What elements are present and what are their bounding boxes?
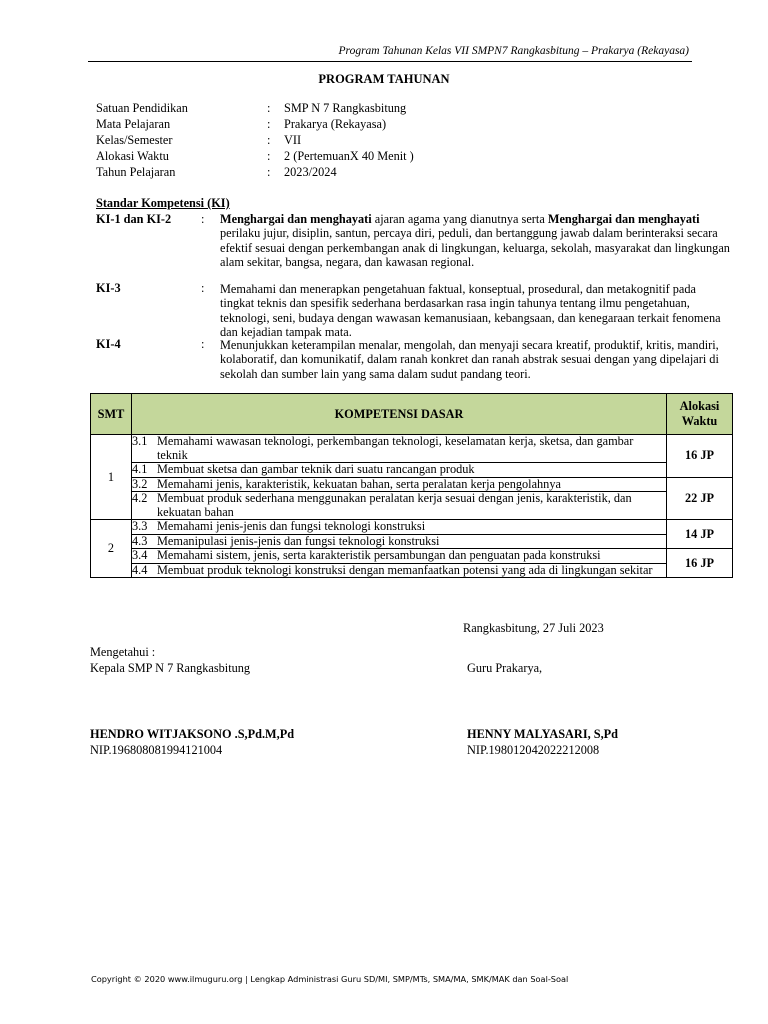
ki-label: KI-3 — [96, 281, 121, 295]
kd-cell — [132, 435, 667, 463]
identity-colon: : — [267, 133, 271, 147]
column-header-alokasi: Alokasi Waktu — [667, 394, 733, 435]
place-date: Rangkasbitung, 27 Juli 2023 — [463, 621, 604, 635]
principal-nip: NIP.196808081994121004 — [90, 743, 223, 757]
principal-role: Kepala SMP N 7 Rangkasbitung — [90, 661, 251, 675]
alokasi-cell: 14 JP — [667, 520, 733, 549]
identity-colon: : — [267, 149, 271, 163]
document-title: PROGRAM TAHUNAN — [318, 72, 450, 86]
ki-colon: : — [201, 281, 205, 295]
identity-label: Tahun Pelajaran — [96, 165, 176, 179]
ki-emphasis: Menghargai dan menghayati — [547, 212, 700, 226]
kd-description: Memahami jenis, karakteristik, kekuatan bahan, serta peralatan kerja pengolahnya — [157, 476, 561, 491]
table-row — [91, 435, 733, 463]
teacher-nip: NIP.198012042022212008 — [467, 743, 600, 757]
ki-text — [220, 212, 732, 269]
kd-number: 4.4 — [132, 562, 148, 577]
teacher-role: Guru Prakarya, — [467, 661, 543, 675]
kompetensi-dasar-table — [90, 393, 733, 578]
kd-number: 4.1 — [132, 462, 148, 476]
semester-cell: 2 — [91, 520, 132, 578]
kd-cell — [132, 563, 667, 578]
kd-number: 3.3 — [132, 519, 148, 533]
table-row — [91, 477, 733, 492]
semester-cell: 1 — [91, 435, 132, 520]
column-header-kompetensi: KOMPETENSI DASAR — [132, 394, 667, 435]
ki-colon: : — [201, 212, 205, 226]
identity-label: Alokasi Waktu — [96, 149, 169, 163]
kd-number: 3.4 — [132, 548, 148, 562]
kd-cell — [132, 477, 667, 492]
ki-text: Memahami dan menerapkan pengetahuan faktual, konseptual, prosedural, dan metakognitif pada tingkat teknis dan spesifik sederhana berdasarkan rasa ingin tahunya tentang ilmu pengetahuan, teknologi, seni, budaya dengan wawasan kemanusiaan, kebangsaan, dan kenegaraan terkait fenomena dan kejadian tampak mata. — [220, 282, 721, 339]
alokasi-cell: 16 JP — [667, 549, 733, 578]
table-row — [91, 549, 733, 564]
ki-label: KI-4 — [96, 337, 121, 351]
column-header-smt: SMT — [91, 394, 132, 435]
kd-number: 4.2 — [132, 491, 148, 505]
kd-description: Memanipulasi jenis-jenis dan fungsi teknologi konstruksi — [157, 533, 440, 548]
identity-value: 2 (PertemuanX 40 Menit ) — [284, 149, 414, 163]
copyright-footer: Copyright © 2020 www.ilmuguru.org | Lengkap Administrasi Guru SD/MI, SMP/MTs, SMA/MA, SMK/MAK dan Soal-Soal — [91, 974, 569, 984]
kd-description: Membuat produk sederhana menggunakan peralatan kerja sesuai dengan jenis, karakteristik, dan kekuatan bahan — [157, 491, 632, 519]
ki-text-part: ajaran agama yang dianutnya serta — [371, 212, 548, 226]
kd-cell — [132, 520, 667, 535]
identity-value: VII — [284, 133, 302, 147]
identity-value: SMP N 7 Rangkasbitung — [284, 101, 407, 115]
running-header: Program Tahunan Kelas VII SMPN7 Rangkasbitung – Prakarya (Rekayasa) — [338, 45, 689, 57]
identity-label: Satuan Pendidikan — [96, 101, 188, 115]
kd-description: Memahami wawasan teknologi, perkembangan teknologi, keselamatan kerja, sketsa, dan gambar teknik — [157, 434, 634, 462]
identity-colon: : — [267, 117, 271, 131]
kd-number: 4.3 — [132, 533, 148, 548]
kd-cell — [132, 534, 667, 549]
table-row — [91, 563, 733, 578]
ki-label: KI-1 dan KI-2 — [96, 212, 172, 226]
kd-description: Membuat sketsa dan gambar teknik dari suatu rancangan produk — [157, 462, 475, 476]
kd-description: Membuat produk teknologi konstruksi dengan memanfaatkan potensi yang ada di lingkungan sekitar — [157, 562, 653, 577]
principal-name: HENDRO WITJAKSONO .S,Pd.M,Pd — [90, 727, 295, 741]
kd-cell — [132, 492, 667, 520]
table-row — [91, 463, 733, 478]
teacher-name: HENNY MALYASARI, S,Pd — [467, 727, 619, 741]
ki-colon: : — [201, 337, 205, 351]
kd-description: Memahami sistem, jenis, serta karakteristik persambungan dan penguatan pada konstruksi — [157, 548, 601, 562]
table-row — [91, 492, 733, 520]
ki-heading: Standar Kompetensi (KI) — [96, 196, 230, 210]
acknowledged-label: Mengetahui : — [90, 645, 156, 659]
ki-emphasis: Menghargai dan menghayati — [220, 212, 372, 226]
identity-label: Mata Pelajaran — [96, 117, 171, 131]
identity-label: Kelas/Semester — [96, 133, 173, 147]
ki-text-part: perilaku jujur, disiplin, santun, percaya diri, peduli, dan bertanggung jawab dalam berinteraksi secara efektif sesuai dengan perkembangan anak di lingkungan, keluarga, sekolah, masyarakat dan lingkungan alam sekitar, bangsa, negara, dan kawasan regional. — [220, 226, 730, 269]
table-row — [91, 520, 733, 535]
kd-number: 3.1 — [132, 434, 148, 448]
identity-value: 2023/2024 — [284, 165, 337, 179]
alokasi-cell: 22 JP — [667, 477, 733, 520]
ki-text: Menunjukkan keterampilan menalar, mengolah, dan menyaji secara kreatif, produktif, kritis, mandiri, kolaboratif, dan komunikatif, dalam ranah konkret dan ranah abstrak sesuai dengan yang dipelajari di sekolah dan sumber lain yang sama dalam sudut pandang teori. — [220, 338, 719, 381]
identity-value: Prakarya (Rekayasa) — [284, 117, 387, 131]
table-header-row — [91, 394, 733, 435]
identity-colon: : — [267, 101, 271, 115]
kd-cell — [132, 463, 667, 478]
table-row — [91, 534, 733, 549]
header-divider — [88, 61, 692, 62]
kd-description: Memahami jenis-jenis dan fungsi teknologi konstruksi — [157, 519, 426, 533]
alokasi-cell: 16 JP — [667, 435, 733, 478]
identity-colon: : — [267, 165, 271, 179]
kd-cell — [132, 549, 667, 564]
kd-number: 3.2 — [132, 476, 148, 491]
